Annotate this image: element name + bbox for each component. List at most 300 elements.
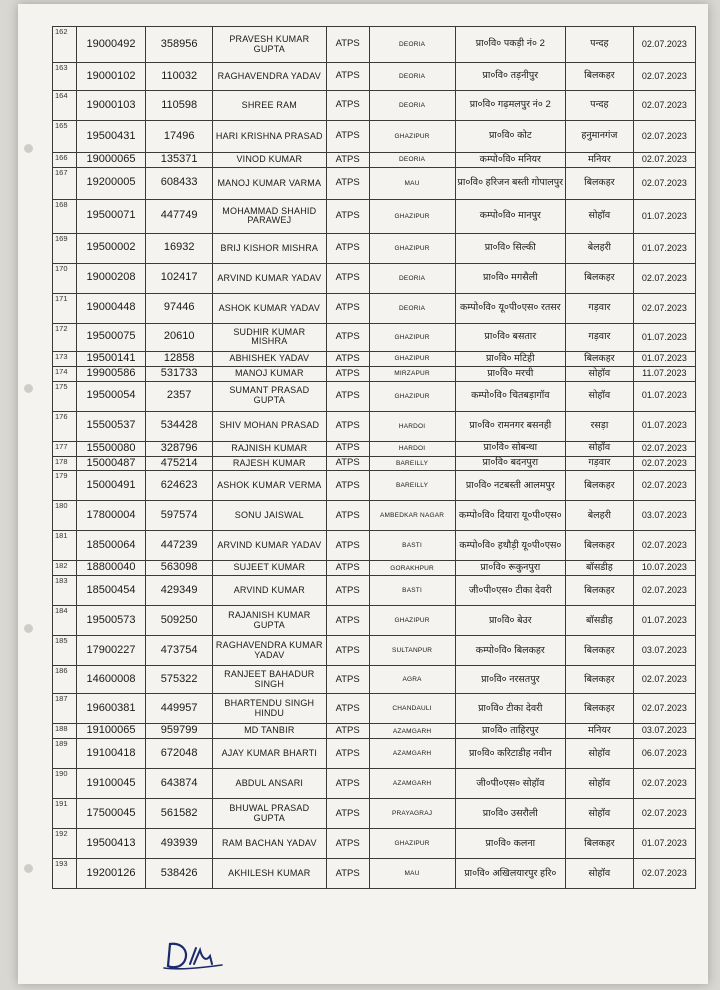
type-code-cell: ATPS [326, 411, 369, 441]
employee-id-cell: 959799 [146, 724, 213, 739]
employee-id-cell: 16932 [146, 233, 213, 263]
row-number-cell: 171 [53, 293, 77, 323]
employee-id-cell: 358956 [146, 27, 213, 63]
teacher-name-cell: ABHISHEK YADAV [212, 351, 326, 366]
block-name-cell: बिलकहर [566, 576, 634, 606]
employee-id-cell: 534428 [146, 411, 213, 441]
registration-number-cell: 19200005 [76, 167, 146, 199]
joining-date-cell: 06.07.2023 [633, 739, 695, 769]
row-number-cell: 175 [53, 381, 77, 411]
table-row [53, 531, 696, 561]
employee-id-cell: 449957 [146, 694, 213, 724]
district-cell: BAREILLY [369, 456, 455, 471]
district-cell: GORAKHPUR [369, 561, 455, 576]
school-name-cell: प्रा०वि० बदनपुरा [455, 456, 566, 471]
joining-date-cell: 02.07.2023 [633, 769, 695, 799]
employee-id-cell: 643874 [146, 769, 213, 799]
registration-number-cell: 19900586 [76, 366, 146, 381]
type-code-cell: ATPS [326, 769, 369, 799]
registration-number-cell: 19500141 [76, 351, 146, 366]
table-row [53, 381, 696, 411]
block-name-cell: सोहॉव [566, 381, 634, 411]
teacher-name-cell: SHREE RAM [212, 91, 326, 121]
registration-number-cell: 19500431 [76, 121, 146, 153]
teacher-name-cell: RAJANISH KUMAR GUPTA [212, 606, 326, 636]
type-code-cell: ATPS [326, 263, 369, 293]
type-code-cell: ATPS [326, 666, 369, 694]
joining-date-cell: 02.07.2023 [633, 694, 695, 724]
teacher-name-cell: SUJEET KUMAR [212, 561, 326, 576]
school-name-cell: कम्पो०वि० हथौड़ी यू०पी०एस० [455, 531, 566, 561]
employee-id-cell: 475214 [146, 456, 213, 471]
type-code-cell: ATPS [326, 293, 369, 323]
school-name-cell: प्रा०वि० मगसैली [455, 263, 566, 293]
school-name-cell: प्रा०वि० रूकुनपुरा [455, 561, 566, 576]
table-row [53, 121, 696, 153]
teacher-name-cell: ARVIND KUMAR YADAV [212, 263, 326, 293]
school-name-cell: प्रा०वि० गढ़मलपुर नं० 2 [455, 91, 566, 121]
district-cell: SULTANPUR [369, 636, 455, 666]
joining-date-cell: 01.07.2023 [633, 381, 695, 411]
employee-id-cell: 531733 [146, 366, 213, 381]
type-code-cell: ATPS [326, 561, 369, 576]
school-name-cell: कम्पो०वि० मानपुर [455, 199, 566, 233]
joining-date-cell: 02.07.2023 [633, 63, 695, 91]
row-number-cell: 167 [53, 167, 77, 199]
type-code-cell: ATPS [326, 63, 369, 91]
district-cell: DEORIA [369, 153, 455, 168]
employee-id-cell: 447749 [146, 199, 213, 233]
signature [160, 938, 240, 972]
registration-number-cell: 15000491 [76, 471, 146, 501]
employee-id-cell: 17496 [146, 121, 213, 153]
type-code-cell: ATPS [326, 636, 369, 666]
block-name-cell: बॉसडीह [566, 606, 634, 636]
teacher-name-cell: AKHILESH KUMAR [212, 859, 326, 889]
block-name-cell: बॉसडीह [566, 561, 634, 576]
teacher-name-cell: MANOJ KUMAR VARMA [212, 167, 326, 199]
block-name-cell: बिलकहर [566, 531, 634, 561]
joining-date-cell: 01.07.2023 [633, 233, 695, 263]
row-number-cell: 178 [53, 456, 77, 471]
registration-number-cell: 18800040 [76, 561, 146, 576]
employee-id-cell: 135371 [146, 153, 213, 168]
type-code-cell: ATPS [326, 724, 369, 739]
school-name-cell: प्रा०वि० रामनगर बसनही [455, 411, 566, 441]
block-name-cell: सोहॉव [566, 769, 634, 799]
row-number-cell: 188 [53, 724, 77, 739]
employee-id-cell: 597574 [146, 501, 213, 531]
registration-number-cell: 19100065 [76, 724, 146, 739]
school-name-cell: प्रा०वि० पकड़ी नं० 2 [455, 27, 566, 63]
row-number-cell: 172 [53, 323, 77, 351]
joining-date-cell: 01.07.2023 [633, 829, 695, 859]
table-row [53, 606, 696, 636]
joining-date-cell: 02.07.2023 [633, 91, 695, 121]
employee-id-cell: 447239 [146, 531, 213, 561]
teacher-name-cell: RAJESH KUMAR [212, 456, 326, 471]
joining-date-cell: 01.07.2023 [633, 606, 695, 636]
district-cell: DEORIA [369, 63, 455, 91]
row-number-cell: 184 [53, 606, 77, 636]
row-number-cell: 182 [53, 561, 77, 576]
block-name-cell: गड़वार [566, 323, 634, 351]
employee-id-cell: 2357 [146, 381, 213, 411]
block-name-cell: गड़वार [566, 293, 634, 323]
table-row [53, 293, 696, 323]
type-code-cell: ATPS [326, 799, 369, 829]
row-number-cell: 170 [53, 263, 77, 293]
joining-date-cell: 02.07.2023 [633, 666, 695, 694]
teacher-name-cell: ARVIND KUMAR YADAV [212, 531, 326, 561]
school-name-cell: प्रा०वि० हरिजन बस्ती गोपालपुर [455, 167, 566, 199]
row-number-cell: 186 [53, 666, 77, 694]
joining-date-cell: 11.07.2023 [633, 366, 695, 381]
school-name-cell: प्रा०वि० टीका देवरी [455, 694, 566, 724]
registration-number-cell: 19500002 [76, 233, 146, 263]
joining-date-cell: 02.07.2023 [633, 799, 695, 829]
registration-number-cell: 17900227 [76, 636, 146, 666]
registration-number-cell: 19000448 [76, 293, 146, 323]
table-row [53, 411, 696, 441]
type-code-cell: ATPS [326, 859, 369, 889]
district-cell: MAU [369, 167, 455, 199]
joining-date-cell: 01.07.2023 [633, 199, 695, 233]
posting-table [52, 26, 696, 889]
block-name-cell: बिलकहर [566, 666, 634, 694]
registration-number-cell: 19000492 [76, 27, 146, 63]
table-row [53, 366, 696, 381]
block-name-cell: बिलकहर [566, 636, 634, 666]
district-cell: GHAZIPUR [369, 323, 455, 351]
district-cell: HARDOI [369, 441, 455, 456]
table-row [53, 63, 696, 91]
registration-number-cell: 19000065 [76, 153, 146, 168]
type-code-cell: ATPS [326, 441, 369, 456]
block-name-cell: बिलकहर [566, 829, 634, 859]
district-cell: GHAZIPUR [369, 199, 455, 233]
joining-date-cell: 01.07.2023 [633, 411, 695, 441]
teacher-name-cell: BHARTENDU SINGH HINDU [212, 694, 326, 724]
school-name-cell: कम्पो०वि० बिलकहर [455, 636, 566, 666]
type-code-cell: ATPS [326, 121, 369, 153]
district-cell: AMBEDKAR NAGAR [369, 501, 455, 531]
row-number-cell: 165 [53, 121, 77, 153]
row-number-cell: 185 [53, 636, 77, 666]
table-row [53, 167, 696, 199]
joining-date-cell: 03.07.2023 [633, 636, 695, 666]
employee-id-cell: 20610 [146, 323, 213, 351]
table-row [53, 199, 696, 233]
table-row [53, 769, 696, 799]
teacher-name-cell: BRIJ KISHOR MISHRA [212, 233, 326, 263]
punch-holes [18, 4, 40, 984]
school-name-cell: प्रा०वि० तड़नीपुर [455, 63, 566, 91]
employee-id-cell: 12858 [146, 351, 213, 366]
joining-date-cell: 01.07.2023 [633, 351, 695, 366]
teacher-name-cell: RAGHAVENDRA KUMAR YADAV [212, 636, 326, 666]
type-code-cell: ATPS [326, 27, 369, 63]
joining-date-cell: 02.07.2023 [633, 263, 695, 293]
teacher-name-cell: RANJEET BAHADUR SINGH [212, 666, 326, 694]
row-number-cell: 164 [53, 91, 77, 121]
school-name-cell: प्रा०वि० उसरौली [455, 799, 566, 829]
school-name-cell: जी०पी०एस० सोहॉव [455, 769, 566, 799]
type-code-cell: ATPS [326, 351, 369, 366]
block-name-cell: गड़वार [566, 456, 634, 471]
school-name-cell: कम्पो०वि० चितबड़ागॉव [455, 381, 566, 411]
district-cell: AZAMGARH [369, 769, 455, 799]
teacher-name-cell: SHIV MOHAN PRASAD [212, 411, 326, 441]
district-cell: DEORIA [369, 91, 455, 121]
teacher-name-cell: MD TANBIR [212, 724, 326, 739]
row-number-cell: 192 [53, 829, 77, 859]
registration-number-cell: 19500573 [76, 606, 146, 636]
type-code-cell: ATPS [326, 829, 369, 859]
employee-id-cell: 561582 [146, 799, 213, 829]
registration-number-cell: 19000102 [76, 63, 146, 91]
employee-id-cell: 110032 [146, 63, 213, 91]
employee-id-cell: 110598 [146, 91, 213, 121]
registration-number-cell: 15500080 [76, 441, 146, 456]
table-row [53, 351, 696, 366]
joining-date-cell: 01.07.2023 [633, 323, 695, 351]
teacher-name-cell: RAM BACHAN YADAV [212, 829, 326, 859]
type-code-cell: ATPS [326, 167, 369, 199]
block-name-cell: पन्दह [566, 27, 634, 63]
employee-id-cell: 608433 [146, 167, 213, 199]
row-number-cell: 183 [53, 576, 77, 606]
school-name-cell: कम्पो०वि० मनियर [455, 153, 566, 168]
teacher-name-cell: RAGHAVENDRA YADAV [212, 63, 326, 91]
school-name-cell: कम्पो०वि० यू०पी०एस० रतसर [455, 293, 566, 323]
table-row [53, 739, 696, 769]
row-number-cell: 168 [53, 199, 77, 233]
block-name-cell: मनियर [566, 153, 634, 168]
table-row [53, 441, 696, 456]
block-name-cell: बिलकहर [566, 263, 634, 293]
employee-id-cell: 473754 [146, 636, 213, 666]
table-row [53, 724, 696, 739]
block-name-cell: हनुमानगंज [566, 121, 634, 153]
type-code-cell: ATPS [326, 199, 369, 233]
teacher-name-cell: ASHOK KUMAR YADAV [212, 293, 326, 323]
teacher-name-cell: MANOJ KUMAR [212, 366, 326, 381]
type-code-cell: ATPS [326, 694, 369, 724]
district-cell: DEORIA [369, 293, 455, 323]
district-cell: GHAZIPUR [369, 351, 455, 366]
row-number-cell: 169 [53, 233, 77, 263]
district-cell: GHAZIPUR [369, 381, 455, 411]
type-code-cell: ATPS [326, 531, 369, 561]
employee-id-cell: 102417 [146, 263, 213, 293]
signature-text: Dlu [200, 958, 202, 959]
table-row [53, 636, 696, 666]
school-name-cell: प्रा०वि० अखिलयारपुर हरि० [455, 859, 566, 889]
table-row [53, 666, 696, 694]
row-number-cell: 189 [53, 739, 77, 769]
school-name-cell: प्रा०वि० सोबन्था [455, 441, 566, 456]
table-row [53, 799, 696, 829]
school-name-cell: प्रा०वि० बसतार [455, 323, 566, 351]
teacher-name-cell: PRAVESH KUMAR GUPTA [212, 27, 326, 63]
joining-date-cell: 02.07.2023 [633, 456, 695, 471]
block-name-cell: मनियर [566, 724, 634, 739]
district-cell: MIRZAPUR [369, 366, 455, 381]
block-name-cell: रसड़ा [566, 411, 634, 441]
employee-id-cell: 575322 [146, 666, 213, 694]
table-row [53, 233, 696, 263]
registration-number-cell: 19500071 [76, 199, 146, 233]
school-name-cell: प्रा०वि० नटबस्ती आलमपुर [455, 471, 566, 501]
school-name-cell: प्रा०वि० कलना [455, 829, 566, 859]
row-number-cell: 173 [53, 351, 77, 366]
block-name-cell: सोहॉव [566, 859, 634, 889]
teacher-name-cell: SONU JAISWAL [212, 501, 326, 531]
type-code-cell: ATPS [326, 501, 369, 531]
joining-date-cell: 02.07.2023 [633, 153, 695, 168]
employee-id-cell: 624623 [146, 471, 213, 501]
employee-id-cell: 97446 [146, 293, 213, 323]
district-cell: CHANDAULI [369, 694, 455, 724]
table-row [53, 576, 696, 606]
table-row [53, 471, 696, 501]
registration-number-cell: 19000103 [76, 91, 146, 121]
school-name-cell: प्रा०वि० करिटाडीह नवीन [455, 739, 566, 769]
district-cell: BASTI [369, 531, 455, 561]
district-cell: MAU [369, 859, 455, 889]
table-row [53, 456, 696, 471]
school-name-cell: कम्पो०वि० दियारा यू०पी०एस० [455, 501, 566, 531]
table-row [53, 501, 696, 531]
row-number-cell: 180 [53, 501, 77, 531]
row-number-cell: 193 [53, 859, 77, 889]
table-row [53, 323, 696, 351]
type-code-cell: ATPS [326, 233, 369, 263]
type-code-cell: ATPS [326, 366, 369, 381]
row-number-cell: 177 [53, 441, 77, 456]
teacher-name-cell: ARVIND KUMAR [212, 576, 326, 606]
registration-number-cell: 18500064 [76, 531, 146, 561]
employee-id-cell: 509250 [146, 606, 213, 636]
block-name-cell: बेलहरी [566, 501, 634, 531]
row-number-cell: 174 [53, 366, 77, 381]
district-cell: AGRA [369, 666, 455, 694]
teacher-name-cell: RAJNISH KUMAR [212, 441, 326, 456]
registration-number-cell: 19100418 [76, 739, 146, 769]
registration-number-cell: 17500045 [76, 799, 146, 829]
joining-date-cell: 02.07.2023 [633, 576, 695, 606]
district-cell: GHAZIPUR [369, 121, 455, 153]
district-cell: BAREILLY [369, 471, 455, 501]
joining-date-cell: 02.07.2023 [633, 27, 695, 63]
block-name-cell: बिलकहर [566, 351, 634, 366]
joining-date-cell: 03.07.2023 [633, 501, 695, 531]
joining-date-cell: 02.07.2023 [633, 441, 695, 456]
block-name-cell: सोहॉव [566, 799, 634, 829]
district-cell: GHAZIPUR [369, 829, 455, 859]
school-name-cell: प्रा०वि० ताहिरपुर [455, 724, 566, 739]
registration-number-cell: 15000487 [76, 456, 146, 471]
block-name-cell: सोहॉव [566, 366, 634, 381]
employee-id-cell: 429349 [146, 576, 213, 606]
table-row [53, 694, 696, 724]
row-number-cell: 179 [53, 471, 77, 501]
type-code-cell: ATPS [326, 471, 369, 501]
registration-number-cell: 19500054 [76, 381, 146, 411]
row-number-cell: 166 [53, 153, 77, 168]
teacher-name-cell: MOHAMMAD SHAHID PARAWEJ [212, 199, 326, 233]
district-cell: DEORIA [369, 27, 455, 63]
type-code-cell: ATPS [326, 381, 369, 411]
joining-date-cell: 02.07.2023 [633, 121, 695, 153]
school-name-cell: प्रा०वि० मरची [455, 366, 566, 381]
registration-number-cell: 19500075 [76, 323, 146, 351]
joining-date-cell: 02.07.2023 [633, 531, 695, 561]
teacher-name-cell: SUDHIR KUMAR MISHRA [212, 323, 326, 351]
type-code-cell: ATPS [326, 576, 369, 606]
type-code-cell: ATPS [326, 606, 369, 636]
employee-id-cell: 563098 [146, 561, 213, 576]
type-code-cell: ATPS [326, 91, 369, 121]
school-name-cell: प्रा०वि० कोट [455, 121, 566, 153]
block-name-cell: सोहॉव [566, 739, 634, 769]
district-cell: PRAYAGRAJ [369, 799, 455, 829]
table-row [53, 829, 696, 859]
employee-id-cell: 493939 [146, 829, 213, 859]
school-name-cell: प्रा०वि० सिल्की [455, 233, 566, 263]
employee-id-cell: 672048 [146, 739, 213, 769]
type-code-cell: ATPS [326, 739, 369, 769]
table-row [53, 91, 696, 121]
school-name-cell: जी०पी०एस० टीका देवरी [455, 576, 566, 606]
joining-date-cell: 03.07.2023 [633, 724, 695, 739]
registration-number-cell: 14600008 [76, 666, 146, 694]
teacher-name-cell: SUMANT PRASAD GUPTA [212, 381, 326, 411]
table-row [53, 263, 696, 293]
row-number-cell: 181 [53, 531, 77, 561]
teacher-name-cell: VINOD KUMAR [212, 153, 326, 168]
employee-id-cell: 328796 [146, 441, 213, 456]
registration-number-cell: 19500413 [76, 829, 146, 859]
registration-number-cell: 17800004 [76, 501, 146, 531]
district-cell: DEORIA [369, 263, 455, 293]
block-name-cell: पन्दह [566, 91, 634, 121]
registration-number-cell: 19200126 [76, 859, 146, 889]
type-code-cell: ATPS [326, 323, 369, 351]
teacher-name-cell: AJAY KUMAR BHARTI [212, 739, 326, 769]
block-name-cell: बिलकहर [566, 694, 634, 724]
district-cell: AZAMGARH [369, 739, 455, 769]
block-name-cell: सोहॉव [566, 441, 634, 456]
block-name-cell: बेलहरी [566, 233, 634, 263]
district-cell: BASTI [369, 576, 455, 606]
district-cell: GHAZIPUR [369, 606, 455, 636]
employee-id-cell: 538426 [146, 859, 213, 889]
school-name-cell: प्रा०वि० बेउर [455, 606, 566, 636]
joining-date-cell: 02.07.2023 [633, 471, 695, 501]
row-number-cell: 163 [53, 63, 77, 91]
registration-number-cell: 19100045 [76, 769, 146, 799]
teacher-name-cell: HARI KRISHNA PRASAD [212, 121, 326, 153]
registration-number-cell: 15500537 [76, 411, 146, 441]
teacher-name-cell: ASHOK KUMAR VERMA [212, 471, 326, 501]
teacher-name-cell: ABDUL ANSARI [212, 769, 326, 799]
joining-date-cell: 02.07.2023 [633, 167, 695, 199]
joining-date-cell: 02.07.2023 [633, 859, 695, 889]
registration-number-cell: 18500454 [76, 576, 146, 606]
row-number-cell: 187 [53, 694, 77, 724]
